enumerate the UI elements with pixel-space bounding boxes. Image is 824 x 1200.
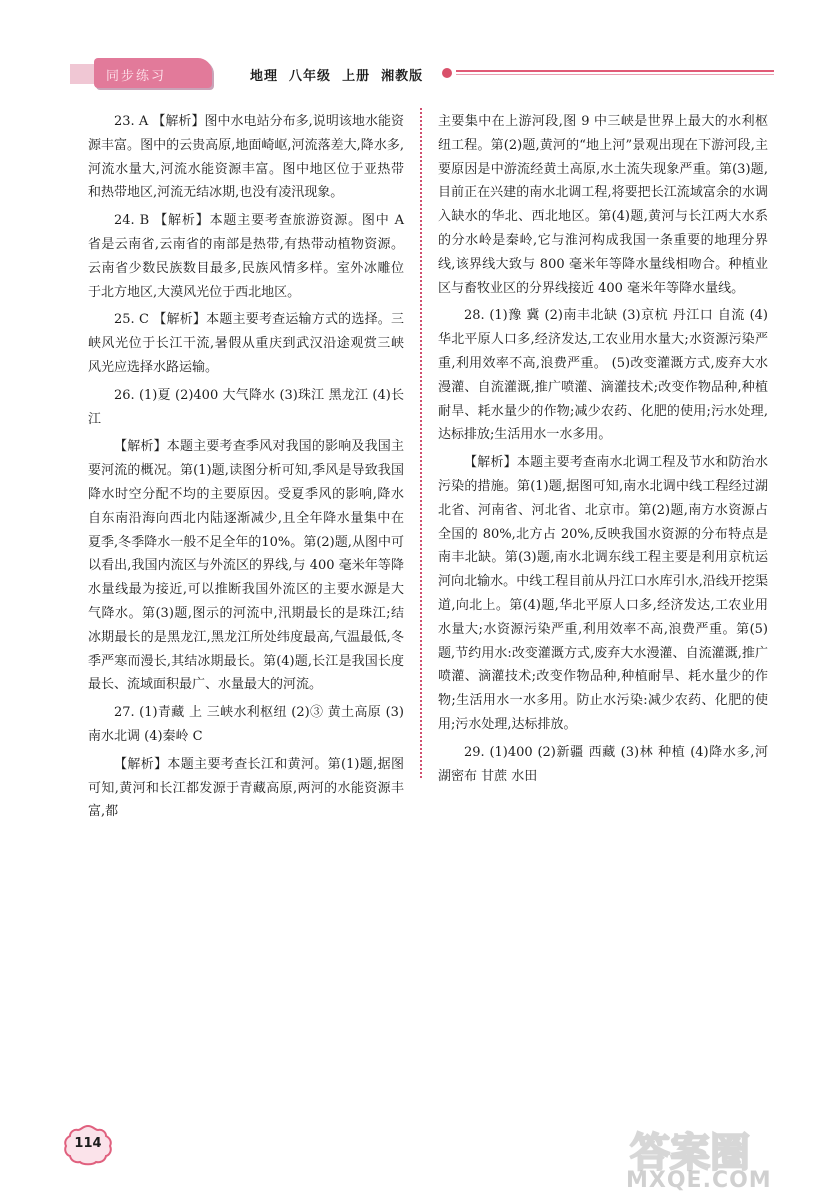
answer-26: 26. (1)夏 (2)400 大气降水 (3)珠江 黑龙江 (4)长江 [88,387,404,427]
answer-27-analysis-continued: 主要集中在上游河段,图 9 中三峡是世界上最大的水利枢纽工程。第(2)题,黄河的“地上河”景观出现在下游河段,主要原因是中游流经黄土高原,水土流失现象严重。第(3)题,目前正在兴建的南水北调工程,将要把长江流域富余的水调入缺水的华北、西北地区。第(4)题,黄河与长江两大水系的分水岭是秦岭,它与淮河构成我国一条重要的地理分界线,该界线大致与 800 毫米年等降水量线相吻合。种植业区与畜牧业区的分界线接近 400 毫米年等降水量线。 [438,114,768,296]
page-number-badge [62,1124,114,1166]
header-dot [442,68,452,78]
answer-28: 28. (1)豫 冀 (2)南丰北缺 (3)京杭 丹江口 自流 (4)华北平原人口多,经济发达,工农业用水量大;水资源污染严重,利用效率不高,浪费严重。 (5)改变灌溉方式,废弃大水漫灌、自流灌溉,推广喷灌、滴灌技术;改变作物品种,种植耐旱、耗水量少的作物;减少农药、化肥的使用;污水处理,达标排放;生活用水一水多用。 [438,308,768,443]
header-rule [456,70,774,72]
watermark-url: MXQE.COM [626,1168,772,1193]
answer-25: 25. C 【解析】本题主要考查运输方式的选择。三峡风光位于长江干流,暑假从重庆到武汉沿途观赏三峡风光应选择水路运输。 [88,312,404,375]
header-title: 地理 八年级 上册 湘教版 [250,69,424,84]
answer-29: 29. (1)400 (2)新疆 西藏 (3)林 种植 (4)降水多,河湖密布 甘蔗 水田 [438,744,768,784]
answer-27-analysis: 【解析】本题主要考查长江和黄河。第(1)题,据图可知,黄河和长江都发源于青藏高原,两河的水能资源丰富,都 [88,756,404,820]
answer-28-analysis: 【解析】本题主要考查南水北调工程及节水和防治水污染的措施。第(1)题,据图可知,南水北调中线工程经过湖北省、河南省、河北省、北京市。第(2)题,南方水资源占全国的 80%,北方占 20%,反映我国水资源的分布特点是南丰北缺。第(3)题,南水北调东线工程主要是利用京杭运河向北输水。中线工程目前从丹江口水库引水,沿线开挖渠道,向北上。第(4)题,华北平原人口多,经济发达,工农业用水量大;水资源污染严重,利用效率不高,浪费严重。第(5)题,节约用水:改变灌溉方式,废弃大水漫灌、自流灌溉,推广喷灌、滴灌技术;改变作物品种,种植耐旱、耗水量少的作物;生活用水一水多用。防止水污染:减少农药、化肥的使用;污水处理,达标排放。 [438,455,768,732]
header-tab-text: 同步练习 [106,69,167,84]
header-tab [94,58,212,88]
answer-24: 24. B 【解析】本题主要考查旅游资源。图中 A 省是云南省,云南省的南部是热带,有热带动植物资源。云南省少数民族数目最多,民族风情多样。室外冰雕位于北方地区,大漠风光位于西北地区。 [88,213,404,300]
answer-27: 27. (1)青藏 上 三峡水利枢纽 (2)③ 黄土高原 (3)南水北调 (4)秦岭 C [88,705,404,744]
page-number: 114 [74,1136,102,1151]
page-header [70,56,770,92]
answer-23: 23. A 【解析】图中水电站分布多,说明该地水能资源丰富。图中的云贵高原,地面崎岖,河流落差大,降水多,河流水量大,河流水能资源丰富。图中地区位于亚热带和热带地区,河流无结冰期,也没有凌汛现象。 [88,114,404,201]
answer-26-analysis: 【解析】本题主要考查季风对我国的影响及我国主要河流的概况。第(1)题,读图分析可知,季风是导致我国降水时空分配不均的主要原因。受夏季风的影响,降水自东南沿海向西北内陆逐渐减少,且全年降水量集中在夏季,冬季降水一般不足全年的10%。第(2)题,从图中可以看出,我国内流区与外流区的界线,与 400 毫米年等降水量线最为接近,可以推断我国外流区的主要水源是大气降水。第(3)题,图示的河流中,汛期最长的是珠江;结冰期最长的是黑龙江,黑龙江所处纬度最高,气温最低,冬季严寒而漫长,其结冰期最长。第(4)题,长江是我国长度最长、流域面积最广、水量最大的河流。 [88,439,404,693]
left-column [88,110,404,824]
watermark-logo-text: 答案圈 [630,1130,750,1176]
right-column [438,110,768,788]
header-rule-thin [456,74,774,75]
column-divider [420,108,422,778]
header-band [70,64,94,84]
